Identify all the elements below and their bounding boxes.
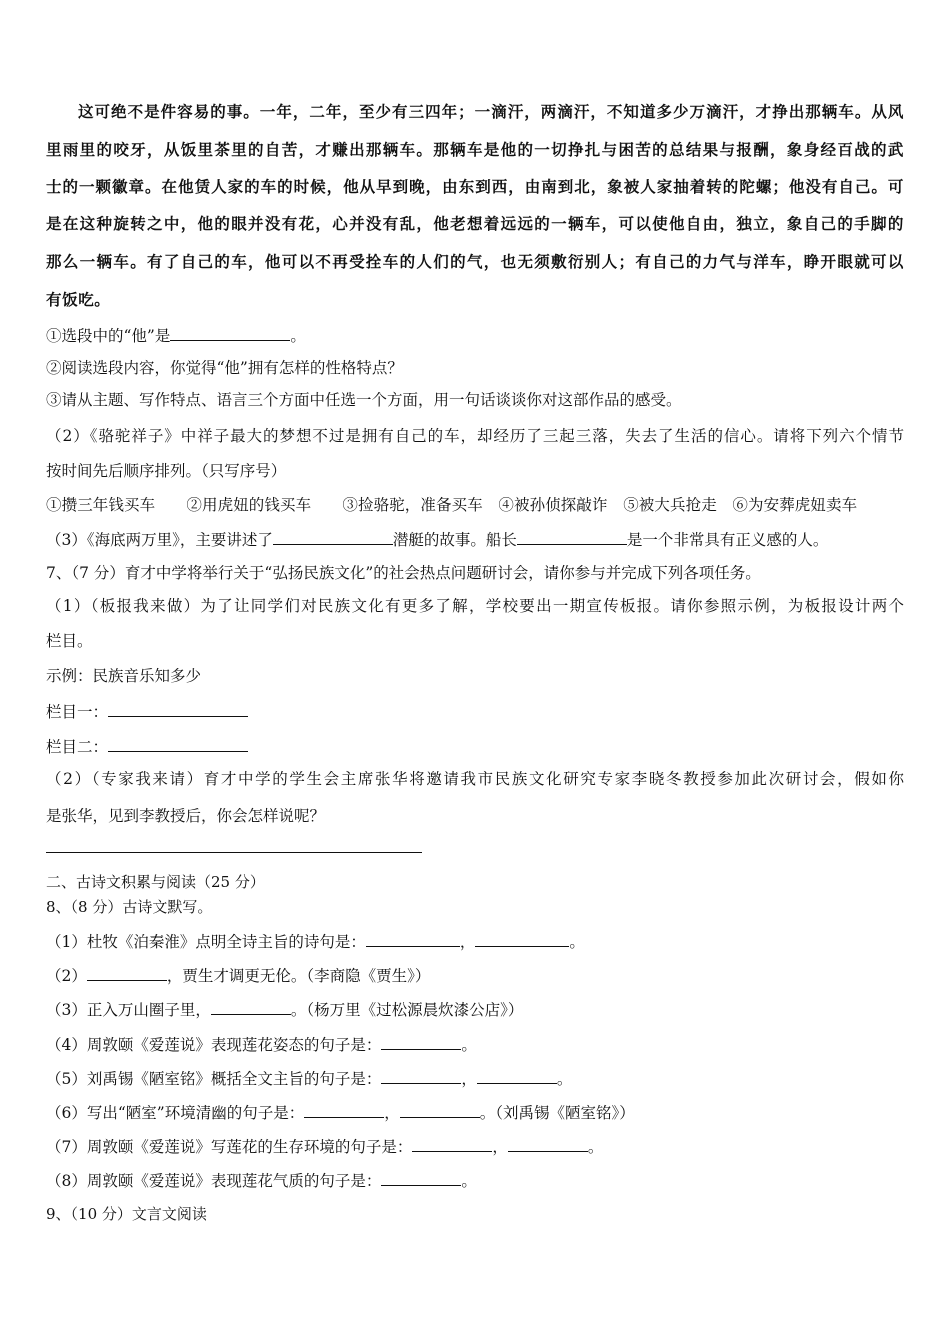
q7-part2-line1: （2）（专家我来请）育才中学的学生会主席张华将邀请我市民族文化研究专家李晓冬教授参加此次研讨会，假如你 xyxy=(46,770,904,788)
passage-line-2: 里雨里的咬牙，从饭里茶里的自苦，才赚出那辆车。那辆车是他的一切挣扎与困苦的总结果与报酬，象身经百战的武 xyxy=(46,140,904,159)
q8-item7 xyxy=(46,1136,603,1157)
q8-item1 xyxy=(46,931,585,952)
passage-line-1: 这可绝不是件容易的事。一年，二年，至少有三四年；一滴汗，两滴汗，不知道多少万滴汗，才挣出那辆车。从风 xyxy=(78,102,904,121)
q6-part3-text-b: 潜艇的故事。船长 xyxy=(392,531,517,549)
q8-item8-text: （8）周敦颐《爱莲说》表现莲花气质的句子是： xyxy=(46,1172,382,1190)
answer-blank[interactable] xyxy=(211,999,291,1015)
answer-blank[interactable] xyxy=(304,1102,384,1118)
q8-item4-text: （4）周敦颐《爱莲说》表现莲花姿态的句子是： xyxy=(46,1036,382,1054)
answer-blank[interactable] xyxy=(517,529,627,545)
q6-part3-text-c: 是一个非常具有正义感的人。 xyxy=(626,531,829,549)
q7-part1-line1: （1）（板报我来做）为了让同学们对民族文化有更多了解，学校要出一期宣传板报。请你参照示例，为板报设计两个 xyxy=(46,597,904,615)
answer-blank[interactable] xyxy=(273,529,393,545)
q8-item6 xyxy=(46,1102,635,1123)
answer-blank[interactable] xyxy=(381,1068,461,1084)
answer-blank[interactable] xyxy=(508,1136,588,1152)
q7-column1-label: 栏目一： xyxy=(46,703,109,721)
q8-item5-text: （5）刘禹锡《陋室铭》概括全文主旨的句子是： xyxy=(46,1070,382,1088)
q8-item6-text-a: （6）写出“陋室”环境清幽的句子是： xyxy=(46,1104,305,1122)
q6-options: ①攒三年钱买车 ②用虎妞的钱买车 ③捡骆驼，准备买车 ④被孙侦探敲诈 ⑤被大兵抢走 ⑥为安葬虎妞卖车 xyxy=(46,496,858,514)
period: 。 xyxy=(461,1036,477,1054)
period: 。 xyxy=(587,1138,604,1156)
q8-item2-text-b: ，贾生才调更无伦。（李商隐《贾生》） xyxy=(166,967,431,985)
answer-blank[interactable] xyxy=(477,1068,557,1084)
period: 。 xyxy=(556,1070,573,1088)
q8-item6-text-b: 。（刘禹锡《陋室铭》） xyxy=(479,1104,635,1122)
q6-sub1-end: 。 xyxy=(290,327,306,345)
comma: ， xyxy=(384,1104,400,1122)
answer-blank[interactable] xyxy=(400,1102,480,1118)
q6-sub2: ②阅读选段内容，你觉得“他”拥有怎样的性格特点？ xyxy=(46,359,403,377)
q7-example: 示例：民族音乐知多少 xyxy=(46,667,202,685)
q6-sub1-text: ①选段中的“他”是 xyxy=(46,327,171,345)
period: 。 xyxy=(569,933,585,951)
q9-title: 9、（10 分）文言文阅读 xyxy=(46,1205,207,1223)
answer-blank[interactable] xyxy=(381,1170,461,1186)
answer-blank[interactable] xyxy=(170,325,290,341)
answer-blank[interactable] xyxy=(366,931,460,947)
answer-blank[interactable] xyxy=(412,1136,492,1152)
passage-line-4: 是在这种旋转之中，他的眼并没有花，心并没有乱，他老想着远远的一辆车，可以使他自由，独立，象自己的手脚的 xyxy=(46,214,904,233)
comma: ， xyxy=(461,1070,477,1088)
answer-line[interactable] xyxy=(46,852,422,853)
q6-part2-line2: 按时间先后顺序排列。（只写序号） xyxy=(46,462,287,480)
answer-blank[interactable] xyxy=(475,931,569,947)
comma: ， xyxy=(459,933,476,951)
q7-column2-label: 栏目二： xyxy=(46,738,109,756)
comma: ， xyxy=(492,1138,508,1156)
q8-item3-text-a: （3）正入万山圈子里， xyxy=(46,1001,211,1019)
q8-item1-text: （1）杜牧《泊秦淮》点明全诗主旨的诗句是： xyxy=(46,933,366,951)
q7-column2 xyxy=(46,736,248,757)
q6-sub3: ③请从主题、写作特点、语言三个方面中任选一个方面，用一句话谈谈你对这部作品的感受。 xyxy=(46,391,682,409)
q6-part3-text-a: （3）《海底两万里》，主要讲述了 xyxy=(46,531,273,549)
passage-line-3: 士的一颗徽章。在他赁人家的车的时候，他从早到晚，由东到西，由南到北，象被人家抽着转的陀螺；他没有自己。可 xyxy=(46,177,904,196)
q7-title: 7、（7 分）育才中学将举行关于“弘扬民族文化”的社会热点问题研讨会，请你参与并完成下列各项任务。 xyxy=(46,564,761,582)
answer-blank[interactable] xyxy=(87,965,167,981)
q7-part2-line2: 是张华，见到李教授后，你会怎样说呢？ xyxy=(46,807,326,825)
section-2-title: 二、古诗文积累与阅读（25 分） xyxy=(46,873,265,891)
q8-item2 xyxy=(46,965,430,986)
q8-item7-text: （7）周敦颐《爱莲说》写莲花的生存环境的句子是： xyxy=(46,1138,413,1156)
q6-part3 xyxy=(46,529,828,550)
q8-title: 8、（8 分）古诗文默写。 xyxy=(46,898,213,916)
q8-item8 xyxy=(46,1170,477,1191)
period: 。 xyxy=(461,1172,477,1190)
q8-item4 xyxy=(46,1034,477,1055)
q7-part1-line2: 栏目。 xyxy=(46,632,93,650)
q8-item5 xyxy=(46,1068,572,1089)
answer-blank[interactable] xyxy=(381,1034,461,1050)
q8-item3 xyxy=(46,999,523,1020)
q8-item2-text-a: （2） xyxy=(46,967,87,985)
passage-line-6: 有饭吃。 xyxy=(46,290,111,309)
q8-item3-text-b: 。（杨万里《过松源晨炊漆公店》） xyxy=(290,1001,524,1019)
q6-sub1 xyxy=(46,325,306,346)
q7-column1 xyxy=(46,701,248,722)
answer-blank[interactable] xyxy=(108,736,248,752)
q6-part2-line1: （2）《骆驼祥子》中祥子最大的梦想不过是拥有自己的车，却经历了三起三落，失去了生活的信心。请将下列六个情节 xyxy=(46,427,904,445)
passage-line-5: 那么一辆车。有了自己的车，他可以不再受拴车的人们的气，也无须敷衍别人；有自己的力气与洋车，睁开眼就可以 xyxy=(46,252,904,271)
answer-blank[interactable] xyxy=(108,701,248,717)
